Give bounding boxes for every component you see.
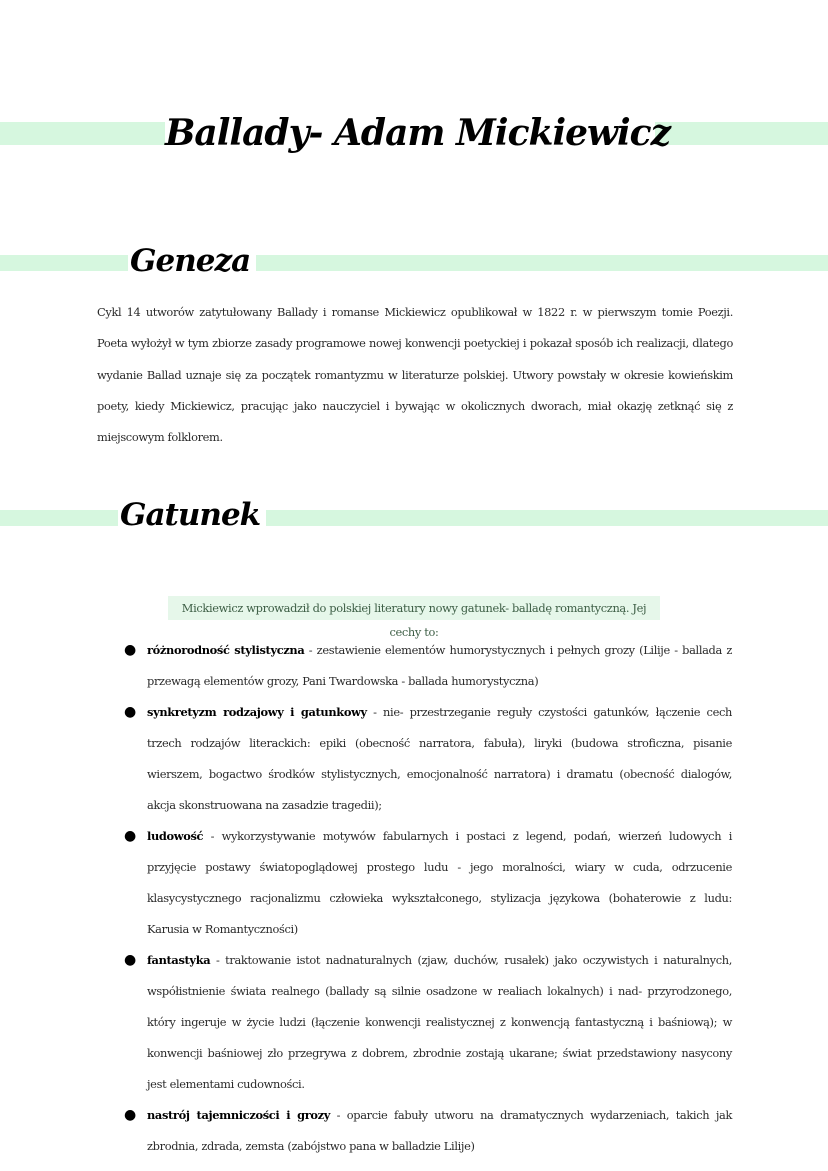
gatunek-heading: Gatunek [118, 494, 266, 536]
feature-desc: - traktowanie istot nadnaturalnych (zjaw, duchów, rusałek) jako oczywistych i naturalnych, współistnienie świata realnego (ballady są silnie osadzone w realiach lokalnych) i nad- przyrodzonego, który ingeruje w życie ludzi (łączenie konwencji realistycznej z konwencją fantastyczną i baśniową); w konwencji baśniowej zło przegrywa z dobrem, zbrodnie zostają ukarane; świat przedstawiony nasycony jest elementami cudowności. [147, 953, 732, 1091]
page-title: Ballady- Adam Mickiewicz [165, 108, 655, 158]
bullet-icon: ● [124, 828, 136, 844]
feature-item [0, 1100, 732, 1162]
feature-desc: - zestawienie elementów humorystycznych i pełnych grozy (Lilije - ballada z przewagą elementów grozy, Pani Twardowska - ballada humorystyczna) [147, 643, 732, 688]
feature-item [0, 821, 732, 945]
feature-desc: - wykorzystywanie motywów fabularnych i postaci z legend, podań, wierzeń ludowych i przyjęcie postawy światopoglądowej prostego ludu - jego moralności, wiary w cuda, odrzucenie klasycystycznego racjonalizmu człowieka wykształconego, stylizacja językowa (bohaterowie z ludu: Karusia w Romantyczności) [147, 829, 732, 936]
bullet-icon: ● [124, 952, 136, 968]
gatunek-intro: Mickiewicz wprowadził do polskiej literatury nowy gatunek- balladę romantyczną. Jej cechy to: [168, 596, 660, 620]
feature-list [0, 635, 828, 1162]
feature-desc: - nie- przestrzeganie reguły czystości gatunków, łączenie cech trzech rodzajów literackich: epiki (obecność narratora, fabuła), liryki (budowa stroficzna, pisanie wierszem, bogactwo środków stylistycznych, emocjonalność narratora) i dramatu (obecność dialogów, akcja skonstruowana na zasadzie tragedii); [147, 705, 732, 812]
feature-desc: - oparcie fabuły utworu na dramatycznych wydarzeniach, takich jak zbrodnia, zdrada, zemsta (zabójstwo pana w balladzie Lilije) [147, 1108, 732, 1153]
geneza-heading: Geneza [128, 240, 256, 282]
feature-term: synkretyzm rodzajowy i gatunkowy [147, 705, 367, 719]
bullet-icon: ● [124, 704, 136, 720]
feature-term: różnorodność stylistyczna [147, 643, 305, 657]
geneza-stripe [0, 255, 828, 271]
feature-term: nastrój tajemniczości i grozy [147, 1108, 331, 1122]
bullet-icon: ● [124, 642, 136, 658]
feature-item [0, 945, 732, 1100]
feature-term: ludowość [147, 829, 204, 843]
geneza-paragraph: Cykl 14 utworów zatytułowany Ballady i romanse Mickiewicz opublikował w 1822 r. w pierwszym tomie Poezji. Poeta wyłożył w tym zbiorze zasady programowe nowej konwencji poetyckiej i pokazał sposób ich realizacji, dlatego wydanie Ballad uznaje się za początek romantyzmu w literaturze polskiej. Utwory powstały w okresie kowieńskim poety, kiedy Mickiewicz, pracując jako nauczyciel i bywając w okolicznych dworach, miał okazję zetknąć się z miejscowym folklorem. [97, 305, 733, 445]
feature-item [0, 635, 732, 697]
feature-item [0, 697, 732, 821]
feature-term: fantastyka [147, 953, 211, 967]
bullet-icon: ● [124, 1107, 136, 1123]
